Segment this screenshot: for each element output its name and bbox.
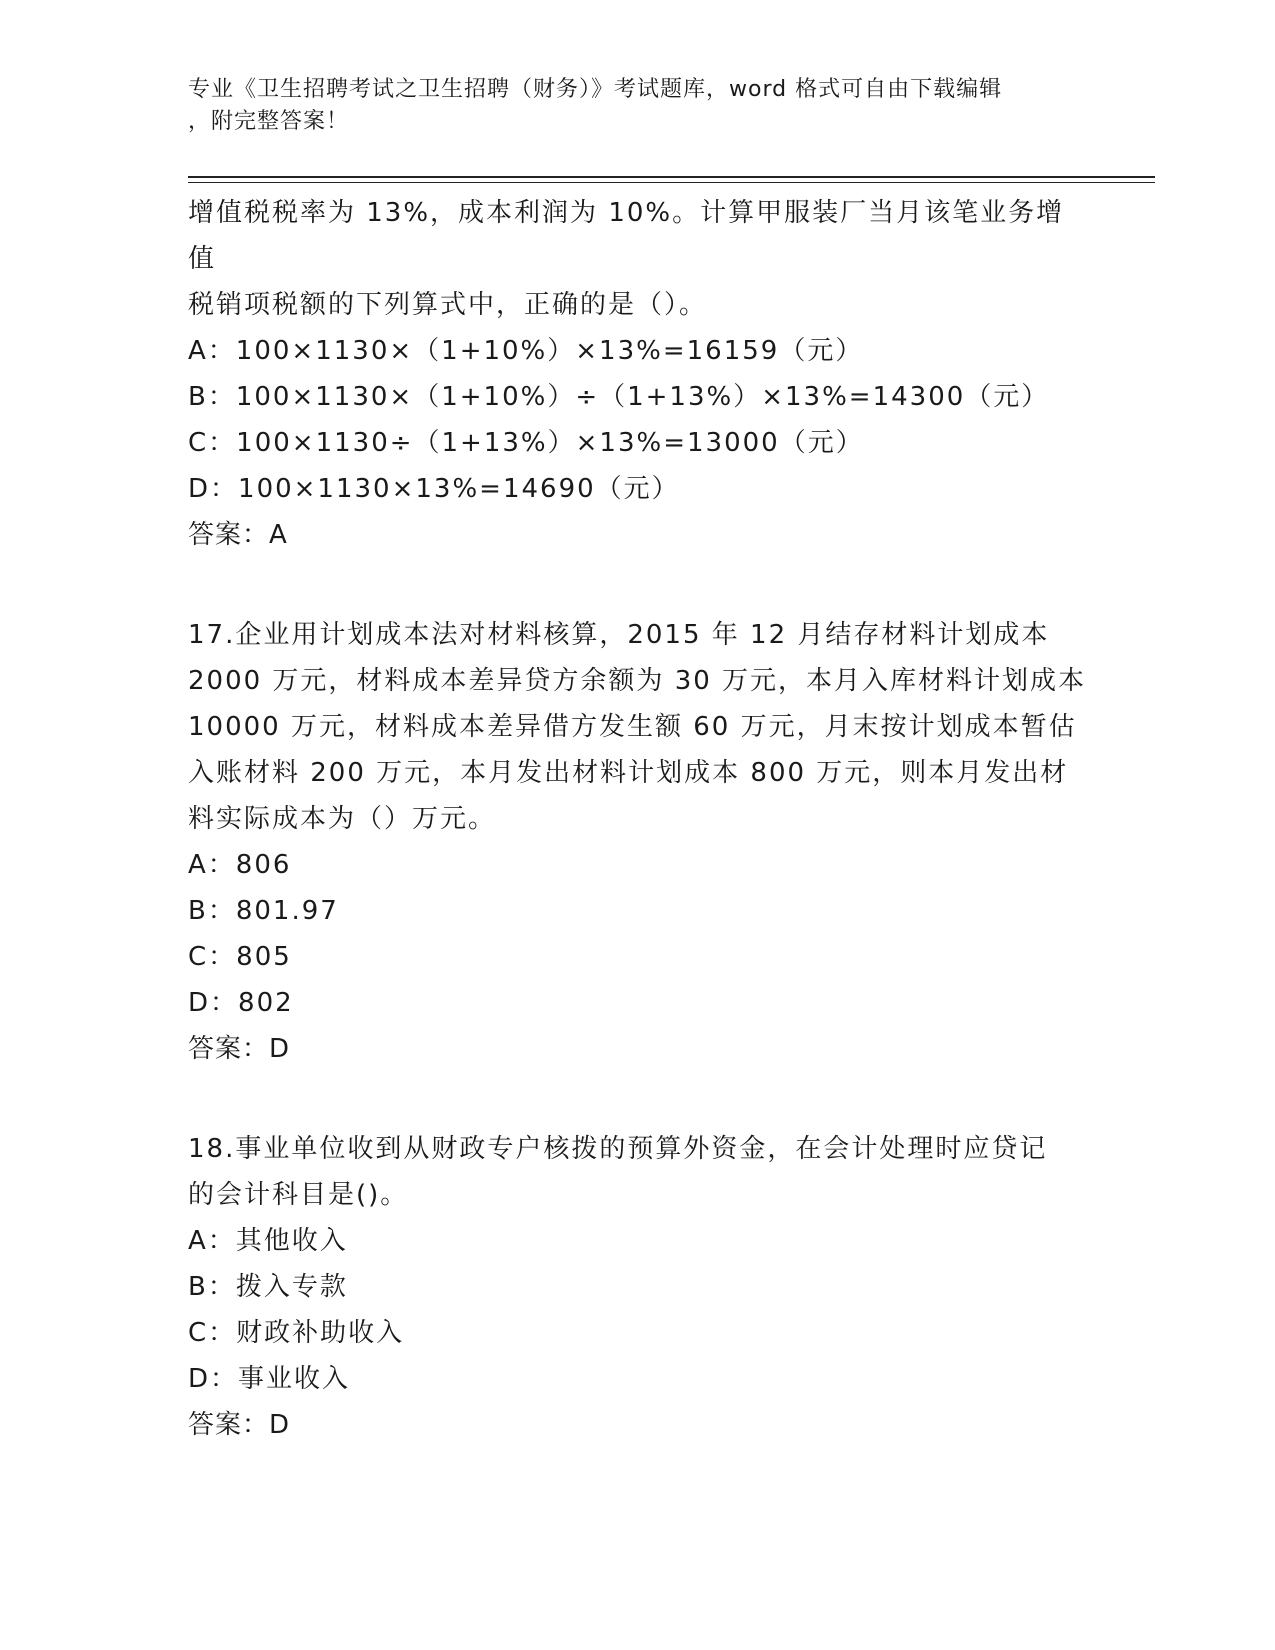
header-line-1: 专业《卫生招聘考试之卫生招聘（财务）》考试题库，word 格式可自由下载编辑 xyxy=(188,77,1003,102)
question-stem-line: 料实际成本为（）万元。 xyxy=(188,804,497,834)
question-17 xyxy=(188,612,1088,1072)
question-16 xyxy=(188,190,1088,558)
header-line-2: ，附完整答案！ xyxy=(188,109,350,134)
option-d: D：100×1130×13%=14690（元） xyxy=(188,474,680,504)
question-stem-line: 10000 万元，材料成本差异借方发生额 60 万元，月末按计划成本暂估 xyxy=(188,712,1077,742)
question-stem-line: 入账材料 200 万元，本月发出材料计划成本 800 万元，则本月发出材 xyxy=(188,758,1069,788)
option-c: C：100×1130÷（1+13%）×13%=13000（元） xyxy=(188,428,864,458)
question-stem-line: 2000 万元，材料成本差异贷方余额为 30 万元，本月入库材料计划成本 xyxy=(188,666,1087,696)
answer-line: 答案：D xyxy=(188,1410,291,1440)
option-a: A：100×1130×（1+10%）×13%=16159（元） xyxy=(188,336,864,366)
question-18 xyxy=(188,1126,1088,1448)
answer-line: 答案：A xyxy=(188,520,288,550)
option-b: B：拨入专款 xyxy=(188,1272,348,1302)
option-b: B：801.97 xyxy=(188,896,339,926)
question-stem-line: 增值税税率为 13%，成本利润为 10%。计算甲服装厂当月该笔业务增值 xyxy=(188,198,1065,274)
option-c: C：805 xyxy=(188,942,292,972)
option-c: C：财政补助收入 xyxy=(188,1318,405,1348)
header-divider-thin xyxy=(188,182,1155,183)
option-d: D：802 xyxy=(188,988,294,1018)
question-stem-line: 税销项税额的下列算式中，正确的是（）。 xyxy=(188,290,708,320)
option-b: B：100×1130×（1+10%）÷（1+13%）×13%=14300（元） xyxy=(188,382,1050,412)
option-a: A：其他收入 xyxy=(188,1226,348,1256)
option-d: D：事业收入 xyxy=(188,1364,351,1394)
question-stem-line: 的会计科目是()。 xyxy=(188,1180,409,1210)
option-a: A：806 xyxy=(188,850,292,880)
document-body xyxy=(188,190,1088,1448)
question-stem-line: 18.事业单位收到从财政专户核拨的预算外资金，在会计处理时应贷记 xyxy=(188,1134,1048,1164)
document-header xyxy=(188,74,1068,138)
answer-line: 答案：D xyxy=(188,1034,291,1064)
header-divider-thick xyxy=(188,176,1155,178)
question-stem-line: 17.企业用计划成本法对材料核算，2015 年 12 月结存材料计划成本 xyxy=(188,620,1050,650)
